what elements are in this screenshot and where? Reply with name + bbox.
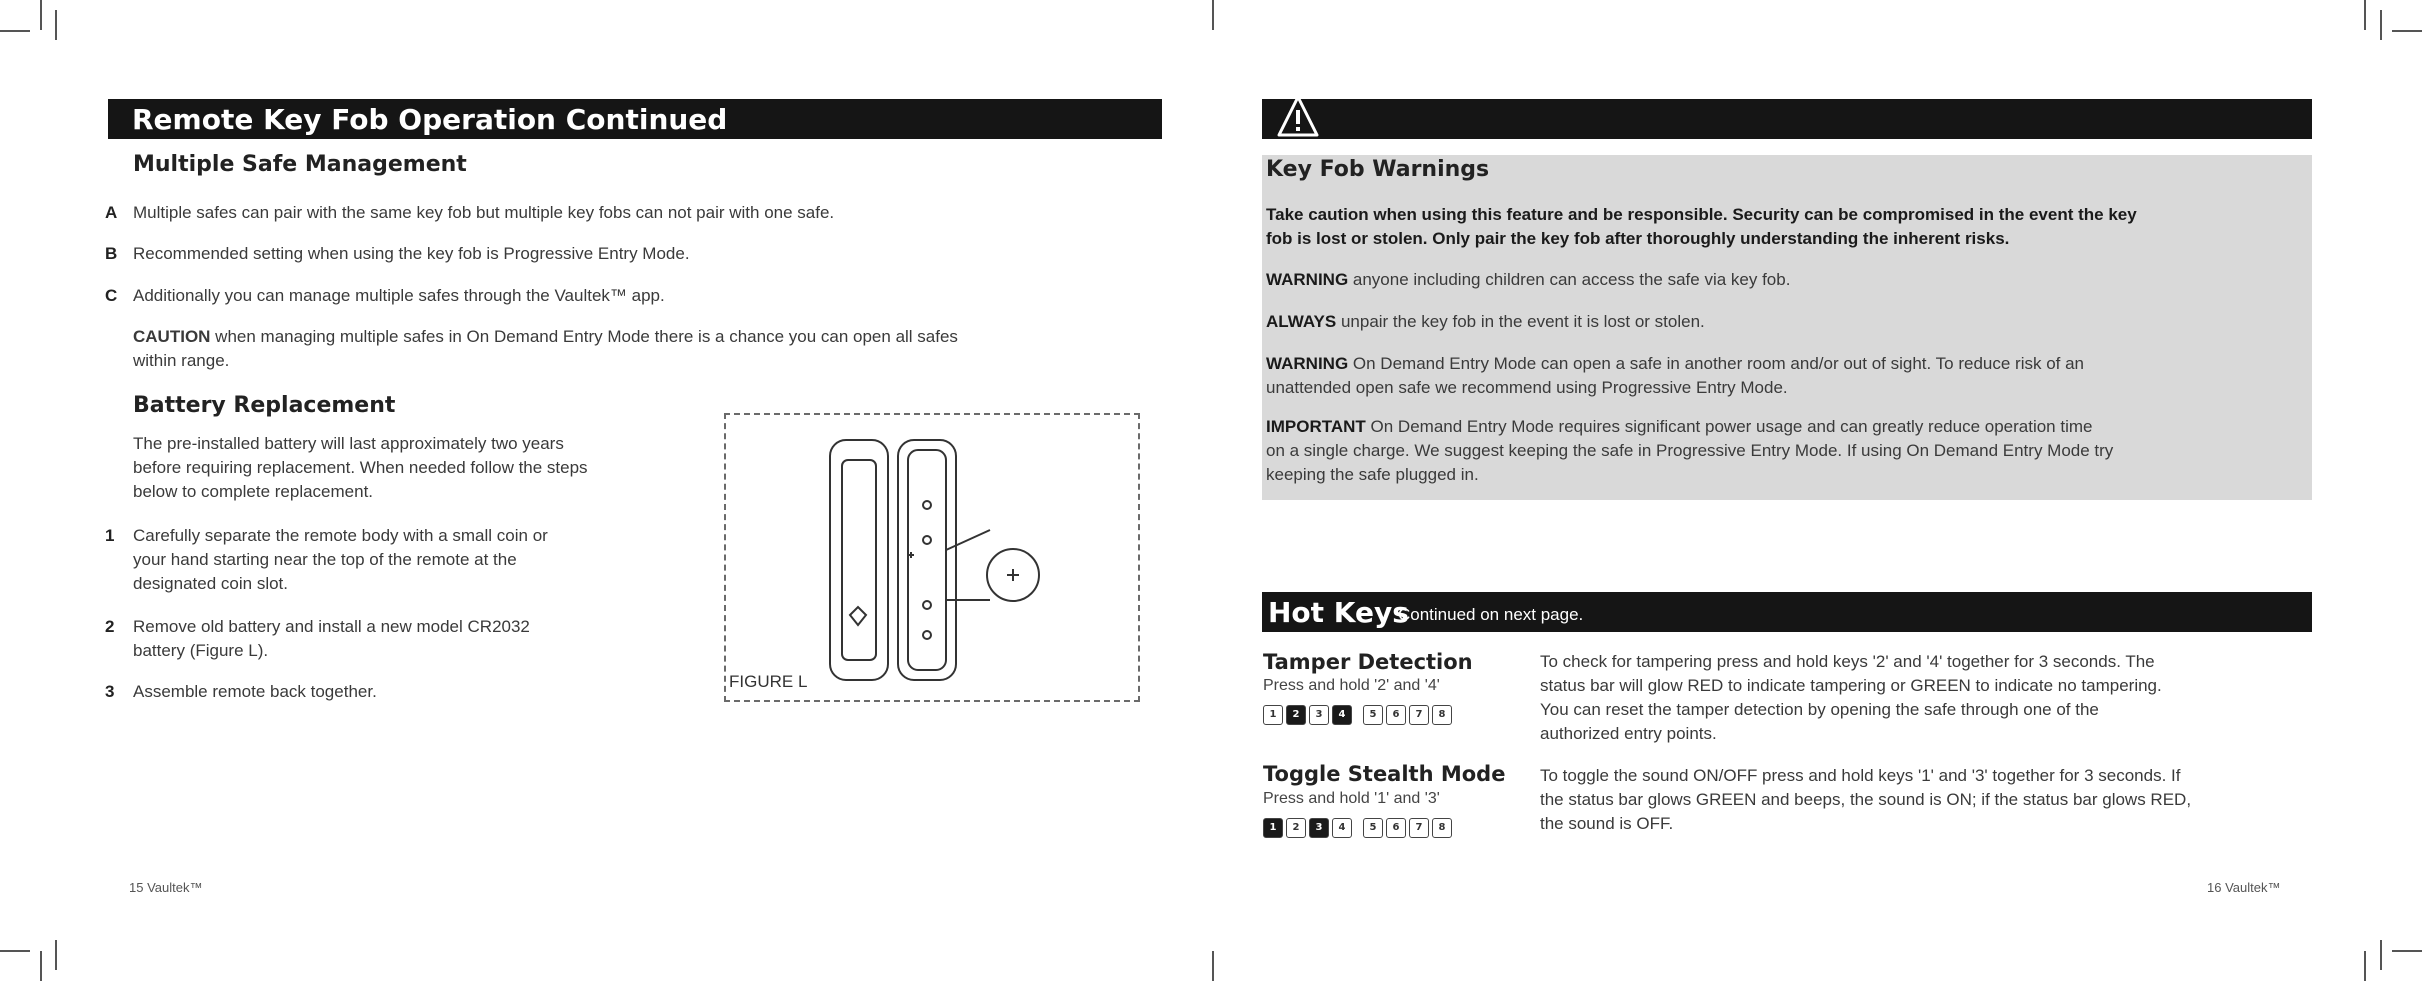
crop-mark — [55, 940, 57, 970]
warning-children — [1266, 268, 1790, 292]
list-item-text: Multiple safes can pair with the same key fob but multiple key fobs can not pair with one safe. — [133, 203, 835, 222]
list-marker: B — [105, 244, 118, 263]
list-item — [105, 201, 835, 225]
step-marker: 1 — [105, 526, 115, 545]
tamper-line: authorized entry points. — [1540, 724, 1717, 743]
key-4: 4 — [1332, 818, 1352, 838]
warnings-header-bar — [1262, 99, 2312, 139]
list-item-text: Additionally you can manage multiple safes through the Vaultek™ app. — [133, 286, 665, 305]
step-text: Assemble remote back together. — [133, 682, 377, 701]
tamper-line: To check for tampering press and hold keys '2' and '4' together for 3 seconds. The — [1540, 652, 2155, 671]
crop-mark — [2380, 10, 2382, 40]
list-item — [105, 242, 690, 266]
list-marker: C — [105, 286, 118, 305]
hot-keys-header — [1262, 592, 2312, 632]
crop-mark — [0, 30, 30, 32]
tamper-line: status bar will glow RED to indicate tampering or GREEN to indicate no tampering. — [1540, 676, 2162, 695]
key-8: 8 — [1432, 705, 1452, 725]
key-7: 7 — [1409, 705, 1429, 725]
stealth-mode-instruction: Press and hold '1' and '3' — [1263, 790, 1440, 807]
crop-mark — [2364, 0, 2366, 30]
crop-mark — [2392, 30, 2422, 32]
warning-triangle-icon — [1276, 93, 1320, 139]
key-6: 6 — [1386, 818, 1406, 838]
caution-note — [133, 325, 958, 373]
crop-mark — [2364, 951, 2366, 981]
stealth-line: the sound is OFF. — [1540, 814, 1674, 833]
multiple-safe-heading: Multiple Safe Management — [133, 152, 467, 177]
step-text: battery (Figure L). — [133, 641, 269, 660]
step-text: Remove old battery and install a new model CR2032 — [133, 617, 530, 636]
crop-mark — [40, 0, 42, 30]
step-marker: 2 — [105, 617, 115, 636]
step-item — [105, 524, 548, 596]
crop-mark — [0, 950, 30, 952]
warnings-heading: Key Fob Warnings — [1266, 157, 1490, 182]
battery-heading: Battery Replacement — [133, 393, 396, 418]
warnings-intro-line: Take caution when using this feature and be responsible. Security can be compromised in the event the key — [1266, 205, 2137, 224]
page-number-left: 15 Vaultek™ — [129, 880, 203, 895]
battery-intro — [133, 432, 588, 504]
warning-on-demand — [1266, 352, 2084, 400]
step-text: your hand starting near the top of the remote at the — [133, 550, 517, 569]
hot-keys-subtitle: Continued on next page. — [1398, 605, 1584, 624]
step-text: Carefully separate the remote body with a small coin or — [133, 526, 548, 545]
battery-intro-line: before requiring replacement. When needed follow the steps — [133, 458, 588, 477]
important-text: On Demand Entry Mode requires significant power usage and can greatly reduce operation time — [1365, 417, 2093, 436]
key-7: 7 — [1409, 818, 1429, 838]
caution-label: CAUTION — [133, 327, 211, 346]
always-text: unpair the key fob in the event it is lost or stolen. — [1336, 312, 1705, 331]
stealth-keypad — [1263, 818, 1452, 838]
battery-intro-line: The pre-installed battery will last approximately two years — [133, 434, 564, 453]
battery-intro-line: below to complete replacement. — [133, 482, 374, 501]
step-text: designated coin slot. — [133, 574, 288, 593]
key-fob-illustration — [820, 430, 1050, 690]
key-2-highlighted: 2 — [1286, 705, 1306, 725]
key-2: 2 — [1286, 818, 1306, 838]
list-item — [105, 284, 665, 308]
crop-mark — [55, 10, 57, 40]
key-5: 5 — [1363, 818, 1383, 838]
warning-text: On Demand Entry Mode can open a safe in another room and/or out of sight. To reduce risk of an — [1348, 354, 2085, 373]
tamper-detection-title: Tamper Detection — [1263, 650, 1473, 674]
important-text: keeping the safe plugged in. — [1266, 465, 1479, 484]
crop-mark — [1212, 0, 1214, 30]
stealth-description — [1540, 764, 2191, 836]
key-6: 6 — [1386, 705, 1406, 725]
key-5: 5 — [1363, 705, 1383, 725]
caution-text: when managing multiple safes in On Demand Entry Mode there is a chance you can open all safes — [210, 327, 958, 346]
section-header-remote-key-fob — [108, 99, 1162, 139]
step-item — [105, 615, 530, 663]
stealth-mode-title: Toggle Stealth Mode — [1263, 762, 1506, 786]
stealth-line: To toggle the sound ON/OFF press and hold keys '1' and '3' together for 3 seconds. If — [1540, 766, 2181, 785]
figure-caption: FIGURE L — [729, 672, 808, 691]
warning-text: anyone including children can access the safe via key fob. — [1348, 270, 1791, 289]
key-1-highlighted: 1 — [1263, 818, 1283, 838]
step-marker: 3 — [105, 682, 115, 701]
crop-mark — [2392, 950, 2422, 952]
tamper-keypad — [1263, 705, 1452, 725]
warnings-intro-line: fob is lost or stolen. Only pair the key fob after thoroughly understanding the inherent risks. — [1266, 229, 2010, 248]
tamper-description — [1540, 650, 2162, 746]
warning-label: WARNING — [1266, 354, 1349, 373]
important-text: on a single charge. We suggest keeping the safe in Progressive Entry Mode. If using On Demand Entry Mode try — [1266, 441, 2114, 460]
caution-text: within range. — [133, 351, 230, 370]
crop-mark — [40, 951, 42, 981]
important-note — [1266, 415, 2113, 487]
important-label: IMPORTANT — [1266, 417, 1366, 436]
list-item-text: Recommended setting when using the key fob is Progressive Entry Mode. — [133, 244, 690, 263]
key-fob-warnings-box — [1262, 155, 2312, 500]
warning-label: WARNING — [1266, 270, 1349, 289]
section-title: Remote Key Fob Operation Continued — [132, 103, 728, 136]
warnings-intro — [1266, 203, 2137, 251]
crop-mark — [1212, 951, 1214, 981]
list-marker: A — [105, 203, 118, 222]
always-label: ALWAYS — [1266, 312, 1337, 331]
page-number-right: 16 Vaultek™ — [2207, 880, 2281, 895]
hot-keys-title: Hot Keys — [1268, 596, 1409, 629]
key-8: 8 — [1432, 818, 1452, 838]
crop-mark — [2380, 940, 2382, 970]
warning-text: unattended open safe we recommend using Progressive Entry Mode. — [1266, 378, 1788, 397]
tamper-line: You can reset the tamper detection by opening the safe through one of the — [1540, 700, 2099, 719]
key-4-highlighted: 4 — [1332, 705, 1352, 725]
stealth-line: the status bar glows GREEN and beeps, the sound is ON; if the status bar glows RED, — [1540, 790, 2192, 809]
key-1: 1 — [1263, 705, 1283, 725]
tamper-detection-instruction: Press and hold '2' and '4' — [1263, 677, 1440, 694]
step-item — [105, 680, 377, 704]
key-3: 3 — [1309, 705, 1329, 725]
always-unpair — [1266, 310, 1705, 334]
key-3-highlighted: 3 — [1309, 818, 1329, 838]
